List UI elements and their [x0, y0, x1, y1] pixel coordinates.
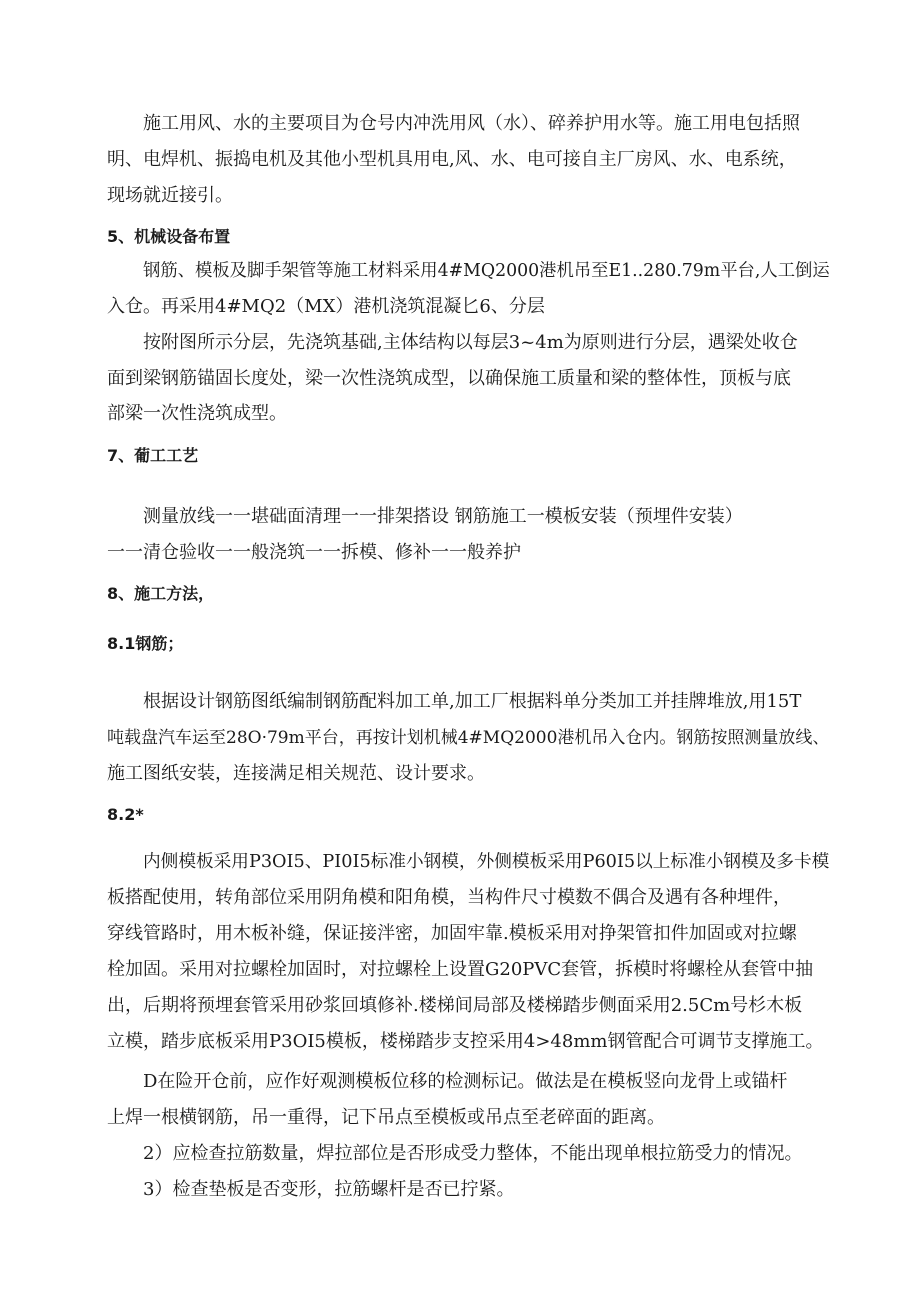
section-heading-5: 5、机械设备布置 — [107, 227, 231, 246]
paragraph-rebar-line-3: 施工图纸安装，连接满足相关规范、设计要求。 — [107, 763, 485, 784]
paragraph-formwork-line-3: 穿线管路时，用木板补缝，保证接泮密，加固牢靠.模板采用对挣架管扣件加固或对拉螺 — [107, 923, 797, 944]
paragraph-formwork-line-4: 栓加固。采用对拉螺栓加固时，对拉螺栓上设置G20PVC套管，拆模时将螺栓从套管中抽 — [107, 959, 814, 980]
paragraph-formwork-line-1: 内侧模板采用P3OI5、PI0I5标准小钢模，外侧模板采用P60I5以上标准小钢模及多卡模 — [143, 852, 830, 872]
paragraph-layering-line-3: 部梁一次性浇筑成型。 — [107, 403, 287, 424]
paragraph-rebar-line-2: 吨载盘汽车运至28O·79m平台，再按计划机械4#MQ2000港机吊入仓内。钢筋按照测量放线、 — [107, 728, 830, 748]
check-item-2: 2）应检查拉筋数量，焊拉部位是否形成受力整体，不能出现单根拉筋受力的情况。 — [143, 1143, 803, 1164]
paragraph-layering-line-2: 面到梁钢筋锚固长度处，梁一次性浇筑成型，以确保施工质量和梁的整体性，顶板与底 — [107, 368, 791, 389]
paragraph-inspection-line-1: D在险开仓前，应作好观测模板位移的检测标记。做法是在模板竖向龙骨上或锚杆 — [143, 1071, 788, 1092]
paragraph-formwork-line-2: 板搭配使用，转角部位采用阴角模和阳角模，当构件尺寸模数不偶合及遇有各种埋件， — [107, 887, 791, 908]
paragraph-equipment-line-2: 入仓。再采用4#MQ2（MX）港机浇筑混凝匕6、分层 — [107, 296, 545, 317]
paragraph-utilities-line-3: 现场就近接引。 — [107, 185, 233, 206]
subsection-heading-8-2: 8.2* — [107, 805, 144, 824]
subsection-heading-8-1: 8.1钢筋； — [107, 634, 184, 653]
paragraph-rebar-line-1: 根据设计钢筋图纸编制钢筋配料加工单,加工厂根据料单分类加工并挂牌堆放,用15T — [143, 691, 802, 712]
check-item-3: 3）检查垫板是否变形，拉筋螺杆是否已拧紧。 — [143, 1179, 515, 1200]
paragraph-inspection-line-2: 上焊一根横钢筋，吊一重得，记下吊点至模板或吊点至老碎面的距离。 — [107, 1107, 665, 1128]
paragraph-equipment-line-1: 钢筋、模板及脚手架管等施工材料采用4#MQ2000港机吊至E1..280.79m平台,人工倒运 — [143, 261, 830, 281]
paragraph-utilities-line-2: 明、电焊机、振捣电机及其他小型机具用电,风、水、电可接自主厂房风、水、电系统， — [107, 149, 797, 170]
section-heading-8: 8、施工方法， — [107, 584, 215, 603]
paragraph-formwork-line-5: 出，后期将预埋套管采用砂浆回填修补.楼梯间局部及楼梯踏步侧面采用2.5Cm号杉木板 — [107, 995, 803, 1016]
paragraph-layering-line-1: 按附图所示分层，先浇筑基础,主体结构以每层3~4m为原则进行分层，遇梁处收仓 — [143, 332, 798, 353]
paragraph-utilities-line-1: 施工用风、水的主要项目为仓号内冲洗用风（水）、碎养护用水等。施工用电包括照 — [143, 113, 800, 134]
process-flow-line-1: 测量放线一一堪础面清理一一排架搭设 钢筋施工一模板安装（预埋件安装） — [143, 506, 743, 527]
section-heading-7: 7、葡工工艺 — [107, 446, 199, 465]
paragraph-formwork-line-6: 立模，踏步底板采用P3OI5模板，楼梯踏步支控采用4>48mm钢管配合可调节支撑施工。 — [107, 1031, 824, 1052]
process-flow-line-2: 一一清仓验收一一般浇筑一一拆模、修补一一般养护 — [107, 542, 521, 563]
